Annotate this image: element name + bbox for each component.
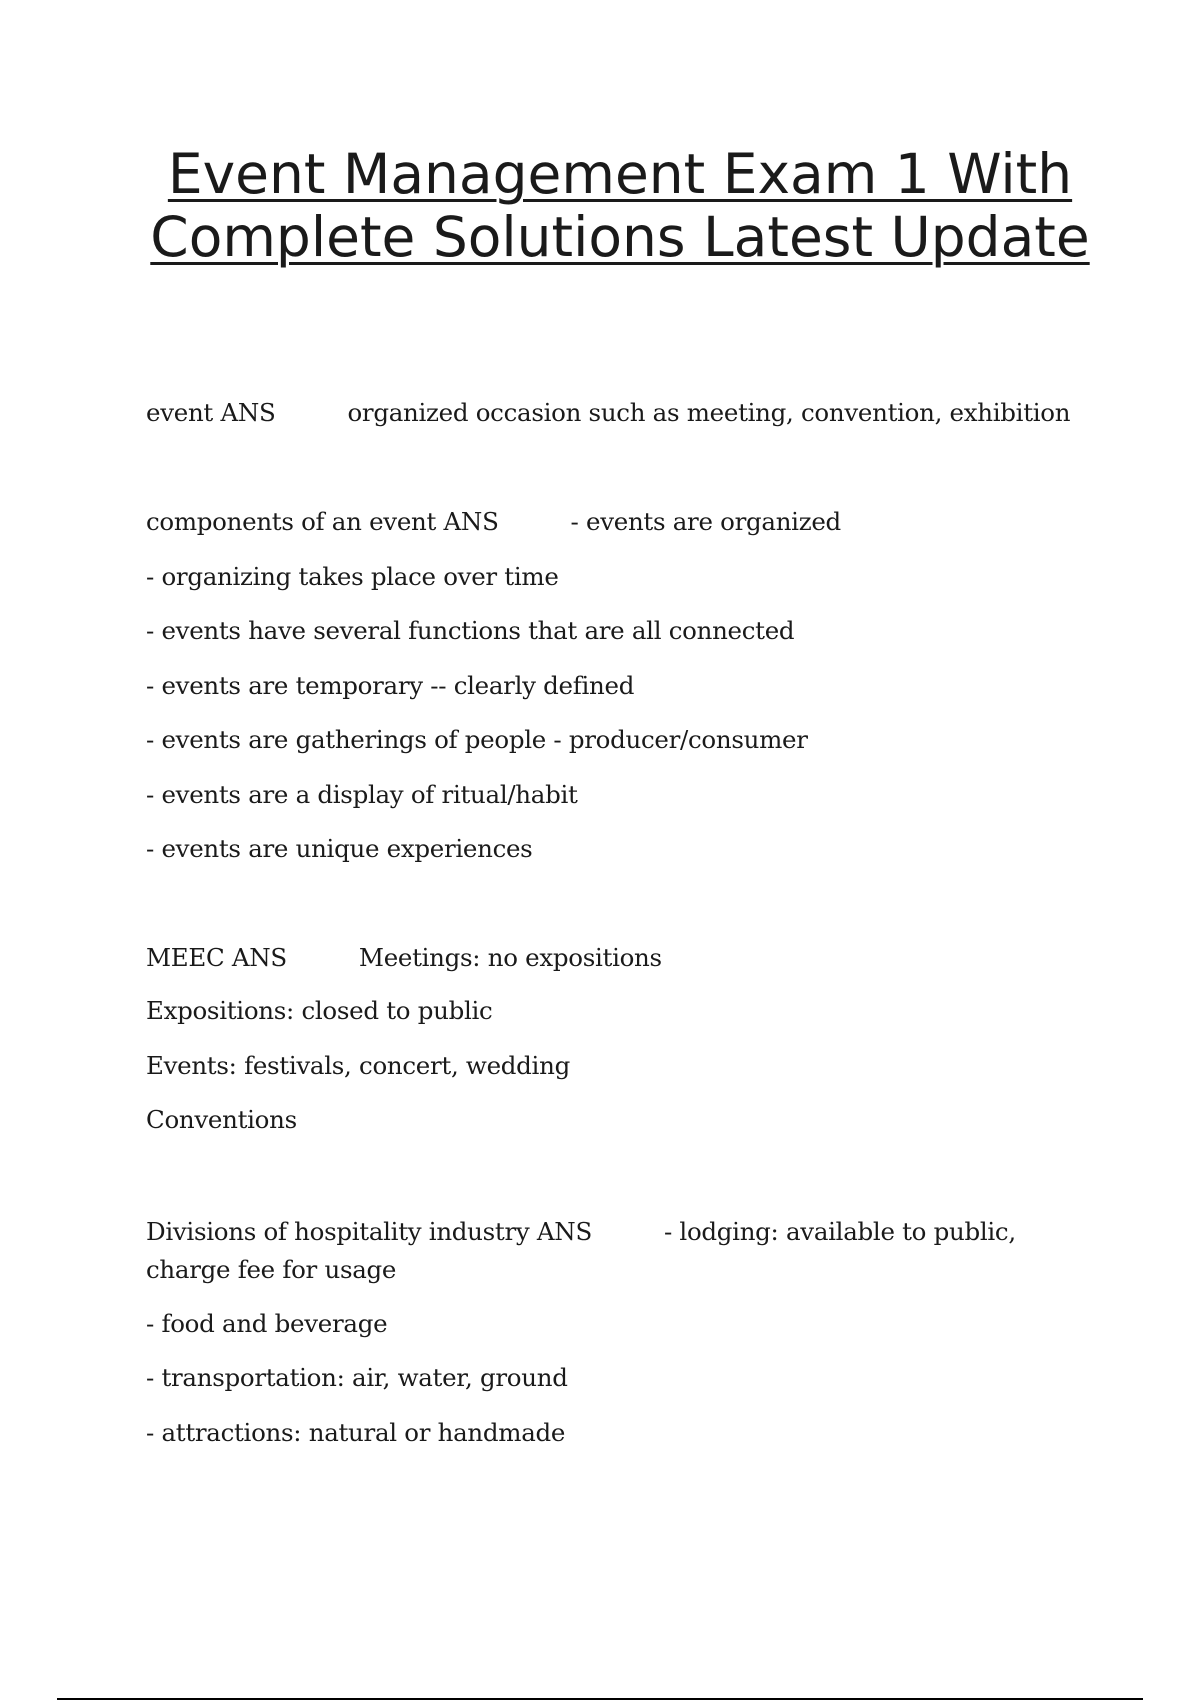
qa-term: event ANS — [146, 398, 276, 427]
list-item: - transportation: air, water, ground — [146, 1363, 568, 1392]
list-item: - events are temporary -- clearly defined — [146, 671, 635, 700]
qa-term: Divisions of hospitality industry ANS — [146, 1217, 592, 1246]
qa-answer: - lodging: available to public, charge fee for usage — [146, 1217, 1016, 1284]
document-title: Event Management Exam 1 With Complete Solutions Latest Update — [150, 142, 1090, 269]
list-item: - attractions: natural or handmade — [146, 1418, 566, 1447]
qa-item-event — [146, 398, 1070, 427]
list-item: Expositions: closed to public — [146, 996, 493, 1025]
list-item: - food and beverage — [146, 1309, 388, 1338]
qa-item-meec — [146, 943, 662, 972]
qa-term: MEEC ANS — [146, 943, 287, 972]
qa-item-components — [146, 507, 841, 536]
list-item: - organizing takes place over time — [146, 562, 559, 591]
list-item: - events are unique experiences — [146, 834, 533, 863]
list-item: Events: festivals, concert, wedding — [146, 1051, 570, 1080]
list-item: - events have several functions that are all connected — [146, 616, 795, 645]
qa-item-divisions — [146, 1213, 1026, 1289]
qa-term: components of an event ANS — [146, 507, 499, 536]
qa-answer: organized occasion such as meeting, convention, exhibition — [347, 398, 1071, 427]
qa-answer: - events are organized — [570, 507, 841, 536]
qa-answer: Meetings: no expositions — [358, 943, 662, 972]
list-item: - events are a display of ritual/habit — [146, 780, 578, 809]
list-item: - events are gatherings of people - producer/consumer — [146, 725, 808, 754]
list-item: Conventions — [146, 1105, 297, 1134]
